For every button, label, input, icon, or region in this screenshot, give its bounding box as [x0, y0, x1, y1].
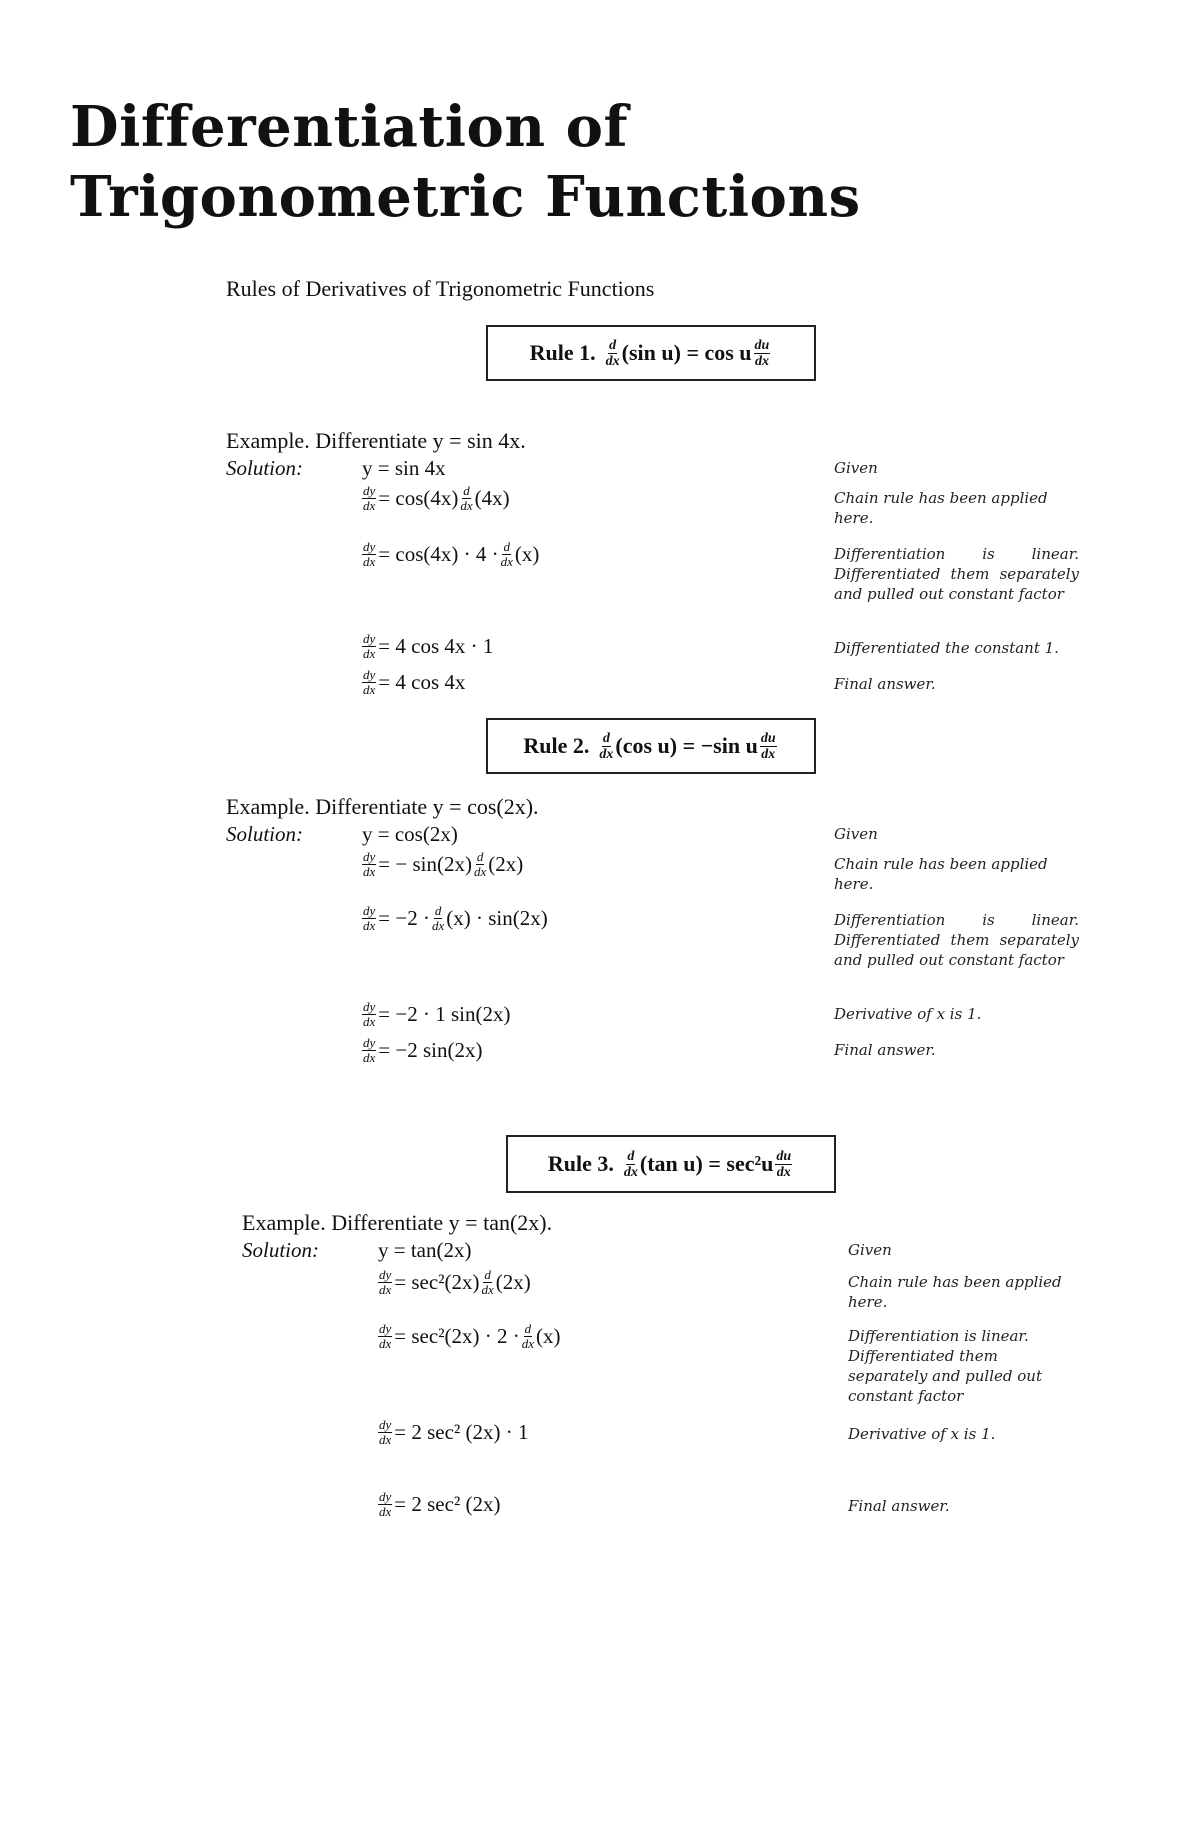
r1-note-5: Final answer. — [834, 675, 936, 693]
r2-note-5: Final answer. — [834, 1041, 936, 1059]
r3-step-4: $\frac{dy}{dx}$ = 2 sec² (2x) · 1 — [379, 1417, 529, 1447]
title-line-2: Trigonometric Functions — [70, 164, 861, 230]
rule-1-du-frac: $\frac{du}{dx}$ — [754, 337, 770, 369]
r2-note-3: Differentiation is linear. Differentiated them separately and pulled out constant factor — [834, 911, 1079, 969]
r2-step-5: $\frac{dy}{dx}$ = −2 sin(2x) — [363, 1035, 483, 1065]
r1-note-3: Differentiation is linear. Differentiated them separately and pulled out constant factor — [834, 545, 1079, 603]
page-title — [70, 92, 861, 232]
title-line-1: Differentiation of — [70, 94, 629, 160]
solution-3-label: Solution: — [242, 1238, 319, 1262]
rule-2-formula: (cos u) = −sin u — [615, 733, 758, 758]
example-2: Example. Differentiate y = cos(2x). — [226, 794, 539, 819]
rule-3-d-frac: $\frac{d}{dx}$ — [623, 1148, 638, 1180]
r3-note-2: Chain rule has been applied here. — [848, 1273, 1062, 1311]
r2-step-4: $\frac{dy}{dx}$ = −2 · 1 sin(2x) — [363, 999, 511, 1029]
rule-2-label: Rule 2. — [523, 733, 590, 758]
solution-1-label: Solution: — [226, 456, 303, 480]
r3-step-3: $\frac{dy}{dx}$ = sec²(2x) · 2 · $\frac{d}{dx}$ (x) — [379, 1321, 561, 1351]
rule-1-box — [486, 325, 816, 381]
r3-note-5: Final answer. — [848, 1497, 950, 1515]
r1-step-2: $\frac{dy}{dx}$ = cos(4x) $\frac{d}{dx}$ (4x) — [363, 483, 510, 513]
r2-step-1: y = cos(2x) — [362, 822, 458, 846]
r3-note-1: Given — [848, 1241, 892, 1259]
r2-note-4: Derivative of x is 1. — [834, 1005, 982, 1023]
r1-step-1: y = sin 4x — [362, 456, 446, 480]
r1-note-4: Differentiated the constant 1. — [834, 639, 1059, 657]
rule-1-label: Rule 1. — [529, 340, 596, 365]
rule-1-formula: (sin u) = cos u — [621, 340, 752, 365]
r1-note-1: Given — [834, 459, 878, 477]
r3-step-5: $\frac{dy}{dx}$ = 2 sec² (2x) — [379, 1489, 501, 1519]
example-3: Example. Differentiate y = tan(2x). — [242, 1210, 553, 1235]
rule-3-du-frac: $\frac{du}{dx}$ — [776, 1148, 792, 1180]
r2-note-1: Given — [834, 825, 878, 843]
r1-step-3: $\frac{dy}{dx}$ = cos(4x) · 4 · $\frac{d}{dx}$ (x) — [363, 539, 540, 569]
r1-step-5: $\frac{dy}{dx}$ = 4 cos 4x — [363, 667, 466, 697]
solution-2-label: Solution: — [226, 822, 303, 846]
r3-step-1: y = tan(2x) — [378, 1238, 472, 1262]
r1-note-2: Chain rule has been applied here. — [834, 489, 1048, 527]
rule-3-formula: (tan u) = sec²u — [639, 1151, 774, 1176]
rule-2-d-frac: $\frac{d}{dx}$ — [599, 730, 614, 762]
rule-3-label: Rule 3. — [547, 1151, 614, 1176]
example-1: Example. Differentiate y = sin 4x. — [226, 428, 526, 453]
r1-step-4: $\frac{dy}{dx}$ = 4 cos 4x · 1 — [363, 631, 494, 661]
rule-2-du-frac: $\frac{du}{dx}$ — [760, 730, 776, 762]
r2-step-3: $\frac{dy}{dx}$ = −2 · $\frac{d}{dx}$ (x) · sin(2x) — [363, 903, 548, 933]
section-subtitle: Rules of Derivatives of Trigonometric Functions — [226, 276, 655, 301]
r2-note-2: Chain rule has been applied here. — [834, 855, 1048, 893]
r2-step-2: $\frac{dy}{dx}$ = − sin(2x) $\frac{d}{dx}$ (2x) — [363, 849, 524, 879]
rule-3-box — [506, 1135, 836, 1193]
r3-note-3: Differentiation is linear. Differentiated them separately and pulled out constant factor — [848, 1327, 1042, 1405]
r3-note-4: Derivative of x is 1. — [848, 1425, 996, 1443]
r3-step-2: $\frac{dy}{dx}$ = sec²(2x) $\frac{d}{dx}$ (2x) — [379, 1267, 531, 1297]
rule-1-d-frac: $\frac{d}{dx}$ — [605, 337, 620, 369]
rule-2-box — [486, 718, 816, 774]
